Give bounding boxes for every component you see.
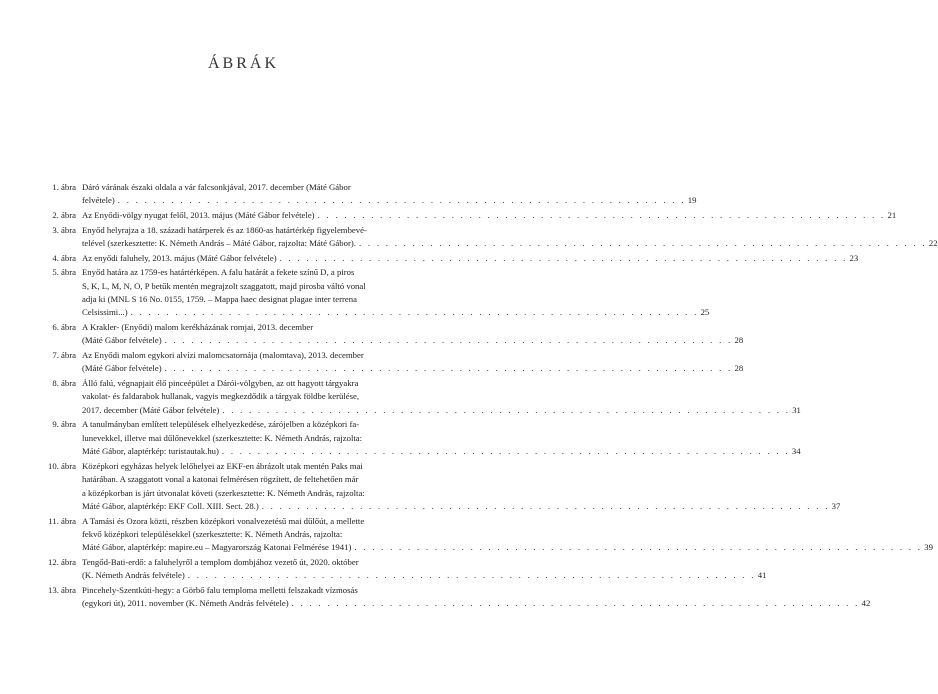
caption-text: A tanulmányban említett települések elhelyezkedése, zárójelben a középkori fa- <box>82 419 360 430</box>
figure-caption <box>82 252 858 265</box>
caption-line <box>82 306 709 319</box>
caption-line <box>82 556 766 569</box>
caption-text: fekvő középkori településekkel (szerkesztette: K. Németh András, rajzolta: <box>82 529 343 540</box>
page-number: 41 <box>757 570 767 581</box>
figure-entry <box>34 584 871 611</box>
figure-number: 5. ábra <box>52 267 76 278</box>
dot-leader: . . . . . . . . . . . . . . . . . . . . . . . . . . . . . . . . . . . . . . . . . . . . . . . . . . . . . . . . . . . . . . . . <box>291 598 860 609</box>
caption-text: Középkori egyházas helyek lelőhelyei az EKF-en ábrázolt utak mentén Paks mai <box>82 460 363 471</box>
page-number: 31 <box>792 404 801 415</box>
figure-caption <box>82 460 840 514</box>
figure-number: 1. ábra <box>52 182 76 192</box>
caption-text: (egykori út), 2011. november (K. Németh András felvétele) <box>82 598 289 609</box>
caption-text: Máté Gábor, alaptérkép: EKF Coll. XIII. Sect. 28.) <box>82 501 259 512</box>
caption-line <box>82 321 743 334</box>
figure-number: 13. ábra <box>48 585 76 596</box>
figure-entry <box>34 460 841 514</box>
page-number: 28 <box>734 363 744 374</box>
dot-leader: . . . . . . . . . . . . . . . . . . . . . . . . . . . . . . . . . . . . . . . . . . . . . . . . . . . . . . . . . . . . . . . . <box>130 307 699 318</box>
caption-text: Az enyődi faluhely, 2013. május (Máté Gábor felvétele) <box>82 252 277 263</box>
figure-caption <box>82 377 801 417</box>
caption-line <box>82 293 709 306</box>
caption-text: Máté Gábor, alaptérkép: mapire.eu – Magyarország Katonai Felmérése 1941) <box>82 542 352 553</box>
caption-line <box>82 209 896 222</box>
figure-entry <box>34 181 697 208</box>
page-number: 28 <box>734 335 744 346</box>
page-number: 22 <box>928 238 938 248</box>
caption-text: Máté Gábor, alaptérkép: turistautak.hu) <box>82 446 219 457</box>
figure-caption <box>82 209 896 222</box>
figure-number: 10. ábra <box>48 460 76 471</box>
caption-line <box>82 362 743 375</box>
figure-list <box>34 181 938 612</box>
dot-leader: . . . . . . . . . . . . . . . . . . . . . . . . . . . . . . . . . . . . . . . . . . . . . . . . . . . . . . . . . . . . . . . . <box>164 363 733 374</box>
figure-caption <box>82 349 743 376</box>
figure-entry <box>34 209 897 222</box>
caption-line <box>82 569 766 582</box>
figure-number: 4. ábra <box>52 252 76 263</box>
caption-text: Enyőd határa az 1759-es határtérképen. A falu határát a fekete színű D, a piros <box>82 267 355 278</box>
caption-text: A Krakler- (Enyődi) malom kerékházának romjai, 2013. december <box>82 322 314 332</box>
page-number: 21 <box>887 210 897 220</box>
caption-text: adja ki (MNL S 16 No. 0155, 1759. – Mappa haec designat plagae inter terrena <box>82 294 357 304</box>
caption-text: Enyőd helyrajza a 18. századi határperek és az 1860-as határtérkép figyelembevé- <box>82 224 367 235</box>
caption-line <box>82 528 933 541</box>
page-number: 39 <box>924 542 933 553</box>
caption-line <box>82 487 840 500</box>
caption-text: (Máté Gábor felvétele) <box>82 335 162 346</box>
dot-leader: . . . . . . . . . . . . . . . . . . . . . . . . . . . . . . . . . . . . . . . . . . . . . . . . . . . . . . . . . . . . . . . . <box>317 210 886 220</box>
page-number: 25 <box>700 307 710 318</box>
figure-number: 7. ábra <box>52 350 76 360</box>
caption-line <box>82 473 840 486</box>
caption-text: (K. Németh András felvétele) <box>82 570 185 581</box>
figure-number: 9. ábra <box>52 419 76 430</box>
caption-text: lunevekkel, illetve mai dűlőnevekkel (szerkesztette: K. Németh András, rajzolta: <box>82 432 363 443</box>
caption-line <box>82 597 870 610</box>
figure-entry <box>34 418 801 458</box>
caption-text: Pincehely-Szentkúti-hegy: a Görbő falu temploma melletti felszakadt vízmosás <box>82 585 358 596</box>
caption-line <box>82 237 938 250</box>
figure-entry <box>34 266 710 320</box>
caption-text: vakolat- és faldarabok hullanak, vagyis megkezdődik a tárgyak földbe kerülése, <box>82 391 360 402</box>
caption-text: határában. A szaggatott vonal a katonai felmérésen rögzített, de feltehetően már <box>82 474 359 485</box>
dot-leader: . . . . . . . . . . . . . . . . . . . . . . . . . . . . . . . . . . . . . . . . . . . . . . . . . . . . . . . . . . . . . . . . <box>354 542 923 553</box>
figure-entry <box>34 556 767 583</box>
caption-line <box>82 404 801 417</box>
caption-text: Az Enyődi-völgy nyugat felől, 2013. május (Máté Gábor felvétele) <box>82 210 315 220</box>
caption-text: Álló falú, végnapjait élő pinceépület a Dárói-völgyben, az ott hagyott tárgyakra <box>82 378 359 388</box>
dot-leader: . . . . . . . . . . . . . . . . . . . . . . . . . . . . . . . . . . . . . . . . . . . . . . . . . . . . . . . . . . . . . . . . <box>117 195 686 206</box>
caption-line <box>82 432 801 445</box>
figure-caption <box>82 181 696 208</box>
caption-text: Az Enyődi malom egykori alvízi malomcsatornája (malomtava), 2013. december <box>82 350 364 360</box>
caption-text: (Máté Gábor felvétele) <box>82 363 162 374</box>
figure-number: 3. ábra <box>52 224 76 235</box>
caption-line <box>82 418 801 431</box>
page-number: 37 <box>831 501 841 512</box>
figure-number: 6. ábra <box>52 322 76 332</box>
figure-entry <box>34 224 938 251</box>
figure-entry <box>34 321 744 348</box>
figure-caption <box>82 515 933 555</box>
caption-text: Dáró várának északi oldala a vár falcsonkjával, 2017. december (Máté Gábor <box>82 182 351 192</box>
figure-entry <box>34 515 933 555</box>
caption-line <box>82 390 801 403</box>
caption-line <box>82 377 801 390</box>
figure-caption <box>82 224 938 251</box>
caption-line <box>82 541 933 554</box>
figure-number: 11. ábra <box>48 515 76 526</box>
figure-caption <box>82 556 766 583</box>
page-number: 19 <box>687 195 697 206</box>
figure-caption <box>82 321 743 348</box>
figure-entry <box>34 252 859 265</box>
page-number: 23 <box>849 252 859 263</box>
figure-number: 2. ábra <box>52 210 76 220</box>
dot-leader: . . . . . . . . . . . . . . . . . . . . . . . . . . . . . . . . . . . . . . . . . . . . . . . . . . . . . . . . . . . . . . . . <box>187 570 756 581</box>
caption-line <box>82 334 743 347</box>
page-number: 42 <box>861 598 871 609</box>
caption-line <box>82 280 709 293</box>
figure-caption <box>82 418 801 458</box>
dot-leader: . . . . . . . . . . . . . . . . . . . . . . . . . . . . . . . . . . . . . . . . . . . . . . . . . . . . . . . . . . . . . . . . <box>222 404 791 415</box>
figure-entry <box>34 349 744 376</box>
caption-text: A Tamási és Ozora közti, részben középkori vonalvezetésű mai dűlőút, a mellette <box>82 515 365 526</box>
caption-text: felvétele) <box>82 195 115 206</box>
caption-text: telével (szerkesztette: K. Németh András – Máté Gábor, rajzolta: Máté Gábor). <box>82 238 356 248</box>
figure-caption <box>82 584 870 611</box>
caption-line <box>82 181 696 194</box>
page-number: 34 <box>791 446 801 457</box>
caption-text: 2017. december (Máté Gábor felvétele) <box>82 404 220 415</box>
figure-caption <box>82 266 709 320</box>
caption-line <box>82 445 801 458</box>
caption-text: S, K, L, M, N, O, P betűk mentén megrajzolt szaggatott, majd pirosba váltó vonal <box>82 280 366 291</box>
dot-leader: . . . . . . . . . . . . . . . . . . . . . . . . . . . . . . . . . . . . . . . . . . . . . . . . . . . . . . . . . . . . . . . . <box>358 238 927 248</box>
dot-leader: . . . . . . . . . . . . . . . . . . . . . . . . . . . . . . . . . . . . . . . . . . . . . . . . . . . . . . . . . . . . . . . . <box>221 446 790 457</box>
caption-line <box>82 194 696 207</box>
caption-line <box>82 224 938 237</box>
caption-line <box>82 252 858 265</box>
dot-leader: . . . . . . . . . . . . . . . . . . . . . . . . . . . . . . . . . . . . . . . . . . . . . . . . . . . . . . . . . . . . . . . . <box>279 252 848 263</box>
dot-leader: . . . . . . . . . . . . . . . . . . . . . . . . . . . . . . . . . . . . . . . . . . . . . . . . . . . . . . . . . . . . . . . . <box>261 501 830 512</box>
caption-line <box>82 584 870 597</box>
caption-text: a középkorban is járt útvonalat követi (szerkesztette: K. Németh András, rajzolta: <box>82 487 365 498</box>
caption-line <box>82 515 933 528</box>
caption-line <box>82 460 840 473</box>
caption-line <box>82 349 743 362</box>
caption-line <box>82 266 709 279</box>
dot-leader: . . . . . . . . . . . . . . . . . . . . . . . . . . . . . . . . . . . . . . . . . . . . . . . . . . . . . . . . . . . . . . . . <box>164 335 733 346</box>
caption-line <box>82 500 840 513</box>
page-title: ÁBRÁK <box>207 55 279 72</box>
figure-number: 12. ábra <box>48 557 76 568</box>
figure-number: 8. ábra <box>52 378 76 388</box>
caption-text: Tengőd-Bati-erdő: a faluhelyről a templom dombjához vezető út, 2020. október <box>82 557 359 568</box>
figure-entry <box>34 377 801 417</box>
caption-text: Celsissimi...) <box>82 307 128 318</box>
